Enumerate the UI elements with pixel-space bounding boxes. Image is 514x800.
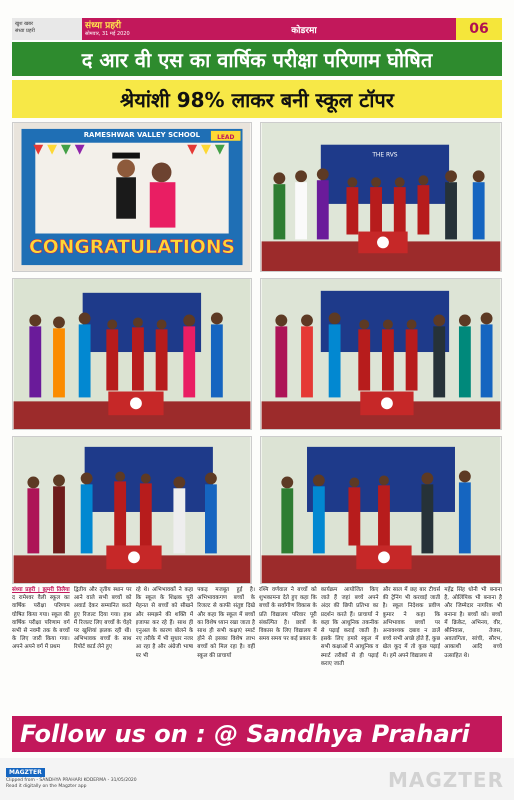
masthead-left-line1: खुश खबर bbox=[15, 21, 34, 27]
photo-group-6 bbox=[260, 436, 502, 584]
article-byline: संध्या प्रहरी | झुमरी तिलैया bbox=[12, 587, 70, 593]
main-headline: द आर वी एस का वार्षिक परीक्षा परिणाम घोषित bbox=[12, 42, 502, 76]
photo-group-2-image bbox=[261, 123, 501, 271]
magzter-watermark: MAGZTER bbox=[387, 768, 504, 792]
rvs-short-text: THE RVS bbox=[372, 152, 398, 159]
masthead-left-line2: संध्या प्रहरी bbox=[15, 28, 35, 34]
congratulations-banner: CONGRATULATIONS bbox=[28, 237, 236, 259]
article-column-4: पकड़ मजबूत हुई है। अभिभावकगण बच्चों के रिजल्ट से काफी संतुष्ट दिखे और कहा कि स्कूल में बच्चों का विशेष ध्यान रखा जाता है साथ ही सभी कक्षाएं स्मार्ट होने से इसका विशेष लाभ बच्चों को मिल रहा है। वहीं स्कूल की प्राचार्या bbox=[197, 587, 255, 659]
article-column-1 bbox=[12, 586, 70, 714]
photo-group-2 bbox=[260, 122, 502, 272]
photo-congratulations bbox=[12, 122, 252, 272]
photo-group-3 bbox=[12, 278, 252, 430]
photo-group-4-image bbox=[261, 279, 501, 429]
follow-us-banner: Follow us on : @ Sandhya Prahari bbox=[12, 716, 502, 752]
masthead bbox=[12, 18, 502, 40]
photo-congratulations-image bbox=[13, 123, 251, 271]
article-column-8: महेंद्र सिंह धोनी भी बनाना है, ओलिंपिक भी बनाना है और जिम्मेदार नागरिक भी बनाना है। बच्चों को। बच्चों में क्रिकेट, अभिनय, वीर, श्रीनिवास, तेजस, अवतागिता, सांची, सौरभ, आकाशी आदि बच्चे उत्साहित थे। bbox=[444, 587, 502, 659]
photo-group-6-image bbox=[261, 437, 501, 583]
photo-group-4 bbox=[260, 278, 502, 430]
school-name-text: RAMESHWAR VALLEY SCHOOL bbox=[83, 130, 200, 139]
article-column-1-text: द रामेश्वर वैली स्कूल का वार्षिक परीक्षा परिणाम घोषित किया गया। स्कूल की वार्षिक परीक्षा परिणाम वर्ग सभी से नवमी तक के बच्चों के लिए जारी किया गया। अपने अपने वर्ग में प्रथम bbox=[12, 595, 70, 651]
read-digitally-text: Read it digitally on the Magzter app bbox=[6, 784, 87, 789]
photo-group-5 bbox=[12, 436, 252, 584]
brand-logo bbox=[82, 18, 152, 40]
page-number: 06 bbox=[456, 18, 502, 40]
magzter-logo[interactable]: MAGZTER bbox=[6, 768, 45, 777]
brand-date: सोमवार, 31 मई 2020 bbox=[85, 31, 130, 37]
article-column-3: रहे थे। अभिभावकों ने कहा कि स्कूल के शिक्षक पूरी मेहनत से बच्चों को सीखने और समझने की शक्ति में इजाफा कर रहे हैं। साथ ही एनुअल के कारण बोलने के नए तरीके में भी सुधार नजर आ रहा है और अंग्रेजी भाषा पर भी bbox=[135, 587, 194, 659]
clip-info bbox=[6, 778, 137, 790]
sub-headline: श्रेयांशी 98% लाकर बनी स्कूल टॉपर bbox=[12, 80, 502, 118]
lead-text: LEAD bbox=[217, 134, 235, 141]
magzter-footer bbox=[0, 758, 514, 800]
clipped-from-text: Clipped from - SANDHYA PRAHARI KODERMA - 31/05/2020 bbox=[6, 778, 137, 783]
article-body bbox=[12, 586, 502, 714]
article-column-5: रश्मि वर्णवाल ने बच्चों को शुभकामना देते हुए कहा कि बच्चों के सर्वांगीण विकास के प्रति विद्यालय परिवार पूरी संकल्पित है। छात्रों के विकास के लिए विद्यालय में समय समय पर कई प्रकार के bbox=[259, 587, 317, 643]
article-column-7: और साल में छह बार टीचर्स की ट्रेनिंग भी करवाई जाती है। स्कूल निदेशक प्रवीण कुमार ने कहा कि अभिभावक बच्चों पर अनावश्यक दबाव न डालें बच्चे सभी अच्छे होते हैं, कुछ खेल कूद में तो कुछ पढ़ाई में। हमें अपने विद्यालय से bbox=[382, 587, 441, 659]
section-name: कोडरमा bbox=[152, 18, 456, 40]
masthead-left bbox=[12, 18, 82, 40]
photo-group-3-image bbox=[13, 279, 251, 429]
article-column-6: कार्यक्रम आयोजित किए जाते हैं जहां बच्चे अपने अंदर की छिपी प्रतिभा का प्रदर्शन करते हैं। प्राचार्या ने कहा कि आधुनिक तकनीक से पढ़ाई कराई जाती है। इसके लिए हमारे स्कूल में सभी कक्षाओं में आधुनिक व स्मार्ट तरीकों से ही पढ़ाई कराए जाती bbox=[320, 587, 379, 667]
brand-name: संध्या प्रहरी bbox=[85, 21, 122, 31]
article-column-2: द्वितीय और तृतीय स्थान पर आने वाले सभी बच्चों को अवार्ड देकर सम्मानित करते हुए रिजल्ट दिया गया। हाथ में रिजल्ट लिए बच्चों के चेहरे पर खुशियां झलक रही थी। अभिभावक बच्चों के साथ रिपोर्ट कार्ड लेने हुए bbox=[73, 587, 132, 651]
photo-group-5-image bbox=[13, 437, 251, 583]
